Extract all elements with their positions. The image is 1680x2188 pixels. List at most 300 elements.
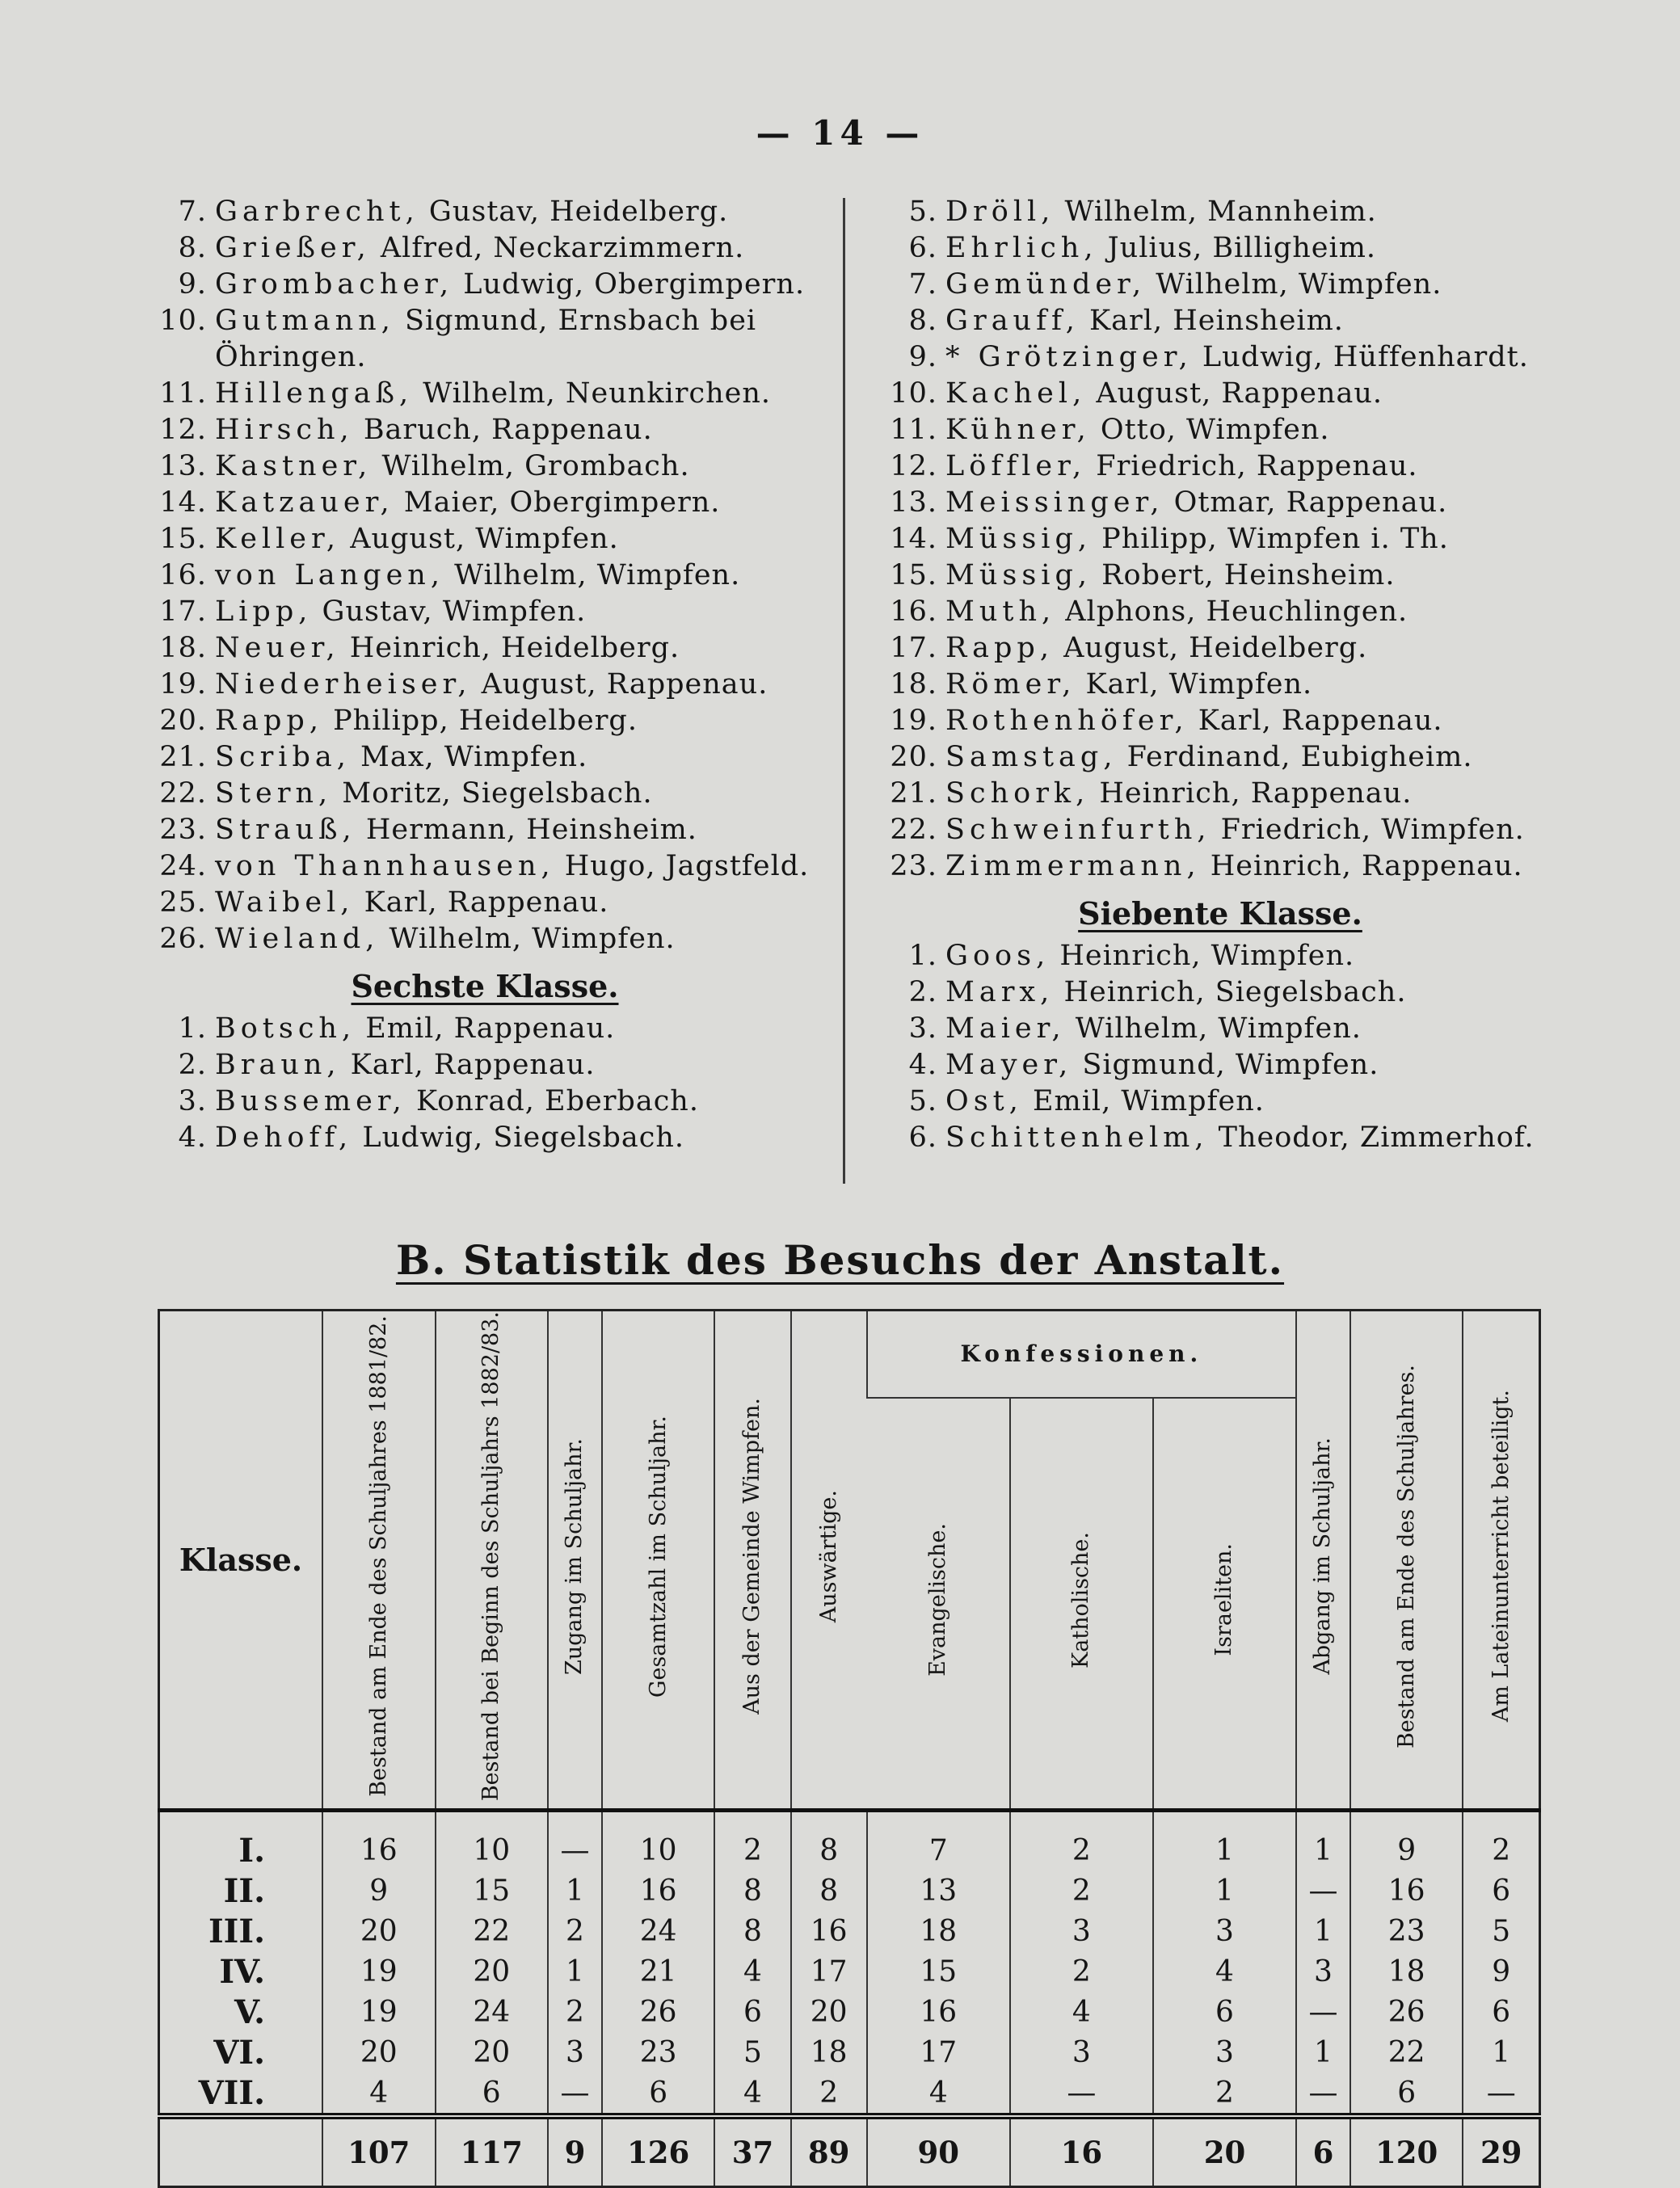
surname: Gutmann, <box>215 305 395 337</box>
surname: Grombacher, <box>215 268 454 301</box>
given-name-place: Heinrich, Wimpfen. <box>1059 940 1355 972</box>
list-item <box>889 1083 1552 1120</box>
list-item <box>145 230 824 267</box>
list-item <box>889 412 1552 448</box>
table-cell: 16 <box>791 1911 867 1951</box>
table-cell: 18 <box>867 1911 1010 1951</box>
surname: Goos, <box>945 940 1051 972</box>
header-aus-gemeinde: Aus der Gemeinde Wimpfen. <box>714 1311 790 1811</box>
given-name-place: Philipp, Wimpfen i. Th. <box>1101 523 1449 555</box>
table-cell: 3 <box>1296 1951 1350 1992</box>
surname: Garbrecht, <box>215 196 419 228</box>
list-item <box>889 630 1552 667</box>
given-name-place: Moritz, Siegelsbach. <box>342 777 653 810</box>
surname: von Thannhausen, <box>215 850 555 882</box>
given-name-place: Wilhelm, Wimpfen. <box>454 559 741 591</box>
item-number: 21. <box>890 777 937 810</box>
surname: Kachel, <box>945 377 1087 410</box>
item-number: 4. <box>908 1049 937 1081</box>
table-cell: 20 <box>322 2032 436 2072</box>
surname: Hillengaß, <box>215 377 414 410</box>
surname: Schork, <box>945 777 1090 810</box>
header-abgang: Abgang im Schuljahr. <box>1296 1311 1350 1811</box>
table-cell: 26 <box>602 1992 715 2032</box>
surname: Stern, <box>215 777 333 810</box>
header-latein: Am Lateinunterricht beteiligt. <box>1463 1311 1539 1811</box>
item-number: 8. <box>908 305 937 337</box>
surname: Mayer, <box>945 1049 1073 1081</box>
table-cell: 3 <box>1153 2032 1296 2072</box>
given-name-place: Wilhelm, Wimpfen. <box>1156 268 1442 301</box>
list-item <box>889 703 1552 739</box>
item-number: 25. <box>159 886 207 919</box>
table-cell: 1 <box>1296 1811 1350 1871</box>
total-cell: 6 <box>1296 2116 1350 2187</box>
surname: Samstag, <box>945 741 1118 773</box>
list-item <box>145 485 824 521</box>
given-name-place: Sigmund, Wimpfen. <box>1082 1049 1379 1081</box>
table-cell: 22 <box>436 1911 549 1951</box>
table-cell: 6 <box>714 1992 790 2032</box>
item-number: 11. <box>159 377 207 410</box>
item-number: 19. <box>159 668 207 701</box>
given-name-place: Hugo, Jagstfeld. <box>564 850 810 882</box>
class-label: I. <box>238 1831 265 1870</box>
item-number: 16. <box>890 595 937 628</box>
surname: Rothenhöfer, <box>945 705 1189 737</box>
table-cell: 1 <box>1463 2032 1539 2072</box>
surname: Marx, <box>945 976 1055 1008</box>
item-number: 13. <box>890 486 937 519</box>
class-label: V. <box>234 1992 265 2031</box>
item-number: 10. <box>159 305 207 337</box>
list-item <box>145 1047 824 1083</box>
surname: Kastner, <box>215 450 373 482</box>
table-cell: 6 <box>1350 2072 1463 2116</box>
list-item <box>145 194 824 230</box>
list-item <box>889 448 1552 485</box>
given-name-place: Gustav, Wimpfen. <box>322 595 587 628</box>
surname: Römer, <box>945 668 1076 701</box>
header-auswaertige: Auswärtige. <box>791 1311 867 1811</box>
list-item <box>889 812 1552 848</box>
given-name-place: Gustav, Heidelberg. <box>428 196 729 228</box>
table-cell: 8 <box>714 1911 790 1951</box>
item-number: 13. <box>159 450 207 482</box>
list-item <box>145 630 824 667</box>
table-cell: 20 <box>436 1951 549 1992</box>
item-number: 15. <box>890 559 937 591</box>
table-cell: — <box>1296 1992 1350 2032</box>
table-cell: 1 <box>1153 1811 1296 1871</box>
surname: Zimmermann, <box>945 850 1201 882</box>
item-number: 1. <box>908 940 937 972</box>
table-cell: 9 <box>322 1870 436 1911</box>
surname: Botsch, <box>215 1012 356 1045</box>
table-row <box>159 1992 1540 2032</box>
surname: Niederheiser, <box>215 668 472 701</box>
given-name-place: Heinrich, Rappenau. <box>1210 850 1523 882</box>
list-item <box>145 703 824 739</box>
item-number: 1. <box>178 1012 207 1045</box>
given-name-place: Wilhelm, Wimpfen. <box>1075 1012 1362 1045</box>
table-cell: 17 <box>867 2032 1010 2072</box>
table-cell: 6 <box>1153 1992 1296 2032</box>
class-label: II. <box>223 1871 265 1910</box>
item-number: 7. <box>178 196 207 228</box>
table-row <box>159 1870 1540 1911</box>
surname: Müssig, <box>945 523 1093 555</box>
table-cell: 16 <box>602 1870 715 1911</box>
header-gesamtzahl: Gesamtzahl im Schuljahr. <box>602 1311 715 1811</box>
given-name-place: Emil, Rappenau. <box>365 1012 616 1045</box>
list-item <box>145 376 824 412</box>
given-name-place: August, Wimpfen. <box>350 523 619 555</box>
list-item <box>889 267 1552 303</box>
table-cell: 20 <box>436 2032 549 2072</box>
list-item <box>889 194 1552 230</box>
table-cell: — <box>548 2072 602 2116</box>
item-number: 15. <box>159 523 207 555</box>
surname: Katzauer, <box>215 486 394 519</box>
given-name-place: Wilhelm, Wimpfen. <box>389 923 676 955</box>
table-row <box>159 2072 1540 2116</box>
given-name-place: Alfred, Neckarzimmern. <box>380 232 745 264</box>
total-cell <box>159 2116 323 2187</box>
surname: Hirsch, <box>215 414 354 446</box>
item-number: 22. <box>890 814 937 846</box>
table-cell: 2 <box>1463 1811 1539 1871</box>
table-cell: 23 <box>602 2032 715 2072</box>
total-cell: 9 <box>548 2116 602 2187</box>
list-item <box>145 812 824 848</box>
header-katholische: Katholische. <box>1010 1398 1153 1811</box>
surname: Gemünder, <box>945 268 1147 301</box>
list-item <box>889 1011 1552 1047</box>
given-name-place: Karl, Rappenau. <box>364 886 609 919</box>
student-list-left <box>145 194 824 1156</box>
given-name-place: Friedrich, Wimpfen. <box>1220 814 1525 846</box>
total-cell: 126 <box>602 2116 715 2187</box>
total-cell: 37 <box>714 2116 790 2187</box>
surname: von Langen, <box>215 559 444 591</box>
table-cell: 9 <box>1463 1951 1539 1992</box>
table-cell: 5 <box>714 2032 790 2072</box>
given-name-place: Theodor, Zimmerhof. <box>1218 1121 1535 1154</box>
given-name-place: August, Heidelberg. <box>1063 632 1368 664</box>
total-cell: 107 <box>322 2116 436 2187</box>
item-number: 17. <box>159 595 207 628</box>
list-item <box>889 1047 1552 1083</box>
item-number: 5. <box>908 196 937 228</box>
table-row <box>159 1811 1540 1871</box>
item-number: 23. <box>159 814 207 846</box>
table-cell: 20 <box>322 1911 436 1951</box>
list-item <box>889 848 1552 885</box>
table-cell: — <box>1463 2072 1539 2116</box>
table-cell: 20 <box>791 1992 867 2032</box>
total-cell: 117 <box>436 2116 549 2187</box>
list-item <box>889 776 1552 812</box>
given-name-place: Max, Wimpfen. <box>360 741 588 773</box>
table-cell: 2 <box>1010 1951 1153 1992</box>
given-name-place: Friedrich, Rappenau. <box>1096 450 1418 482</box>
surname: Lipp, <box>215 595 313 628</box>
surname: Bussemer, <box>215 1085 406 1117</box>
table-cell: 6 <box>436 2072 549 2116</box>
table-cell: 4 <box>1010 1992 1153 2032</box>
table-cell: 1 <box>1153 1870 1296 1911</box>
surname: Rapp, <box>945 632 1054 664</box>
given-name-place: Otmar, Rappenau. <box>1173 486 1448 519</box>
item-number: 7. <box>908 268 937 301</box>
table-cell: 3 <box>548 2032 602 2072</box>
table-cell: 16 <box>867 1992 1010 2032</box>
header-israeliten: Israeliten. <box>1153 1398 1296 1811</box>
item-number: 20. <box>159 705 207 737</box>
surname: Rapp, <box>215 705 323 737</box>
list-item <box>145 1083 824 1120</box>
list-item <box>889 230 1552 267</box>
table-cell: 1 <box>548 1870 602 1911</box>
surname: Schittenhelm, <box>945 1121 1209 1154</box>
list-item <box>889 938 1552 974</box>
item-number: 6. <box>908 1121 937 1154</box>
total-cell: 89 <box>791 2116 867 2187</box>
class-label: III. <box>208 1912 265 1950</box>
list-item <box>145 885 824 921</box>
table-cell: 9 <box>1350 1811 1463 1871</box>
given-name-place: Karl, Rappenau. <box>1198 705 1443 737</box>
list-item <box>889 739 1552 776</box>
given-name-place: Ludwig, Siegelsbach. <box>362 1121 685 1154</box>
item-number: 11. <box>890 414 937 446</box>
table-row <box>159 1951 1540 1992</box>
table-cell: 21 <box>602 1951 715 1992</box>
table-row <box>159 1911 1540 1951</box>
table-cell: 16 <box>1350 1870 1463 1911</box>
table-cell: 4 <box>714 2072 790 2116</box>
given-name-place: Julius, Billigheim. <box>1107 232 1377 264</box>
table-cell: 19 <box>322 1992 436 2032</box>
header-klasse: Klasse. <box>159 1311 323 1811</box>
class-heading-sechste: Sechste Klasse. <box>351 968 619 1004</box>
table-cell: 3 <box>1010 2032 1153 2072</box>
statistics-title-text: B. Statistik des Besuchs der Anstalt. <box>395 1236 1285 1284</box>
item-number: 18. <box>159 632 207 664</box>
list-item <box>145 521 824 558</box>
class-label: VII. <box>198 2073 265 2112</box>
item-number: 2. <box>178 1049 207 1081</box>
total-cell: 120 <box>1350 2116 1463 2187</box>
surname: Dröll, <box>945 196 1055 228</box>
item-number: 12. <box>890 450 937 482</box>
item-number: 3. <box>908 1012 937 1045</box>
surname: * Grötzinger, <box>945 341 1193 373</box>
given-name-place: Heinrich, Rappenau. <box>1099 777 1413 810</box>
item-number: 24. <box>159 850 207 882</box>
item-number: 14. <box>159 486 207 519</box>
table-cell: — <box>1296 2072 1350 2116</box>
table-row <box>159 2032 1540 2072</box>
item-number: 21. <box>159 741 207 773</box>
item-number: 5. <box>908 1085 937 1117</box>
list-item <box>145 1011 824 1047</box>
item-number: 8. <box>178 232 207 264</box>
table-cell: 26 <box>1350 1992 1463 2032</box>
table-cell: 6 <box>1463 1992 1539 2032</box>
total-cell: 20 <box>1153 2116 1296 2187</box>
surname: Scriba, <box>215 741 351 773</box>
table-cell: 13 <box>867 1870 1010 1911</box>
table-cell: 15 <box>867 1951 1010 1992</box>
given-name-place: Ludwig, Obergimpern. <box>463 268 806 301</box>
table-cell: 1 <box>548 1951 602 1992</box>
total-cell: 16 <box>1010 2116 1153 2187</box>
surname: Dehoff, <box>215 1121 353 1154</box>
given-name-place: Robert, Heinsheim. <box>1101 559 1396 591</box>
list-item <box>145 448 824 485</box>
given-name-place: August, Rappenau. <box>1096 377 1383 410</box>
surname: Neuer, <box>215 632 340 664</box>
item-number: 9. <box>178 268 207 301</box>
table-cell: 6 <box>1463 1870 1539 1911</box>
given-name-place: Hermann, Heinsheim. <box>365 814 697 846</box>
given-name-place: Heinrich, Siegelsbach. <box>1063 976 1407 1008</box>
surname: Meissinger, <box>945 486 1164 519</box>
given-name-place: Maier, Obergimpern. <box>403 486 721 519</box>
table-cell: 4 <box>322 2072 436 2116</box>
header-bestand-ende: Bestand am Ende des Schuljahres. <box>1350 1311 1463 1811</box>
given-name-place: Öhringen. <box>215 341 367 373</box>
table-cell: 10 <box>602 1811 715 1871</box>
surname: Kühner, <box>945 414 1091 446</box>
list-item <box>889 1120 1552 1156</box>
given-name-place: Baruch, Rappenau. <box>363 414 653 446</box>
student-list-right <box>889 194 1552 1156</box>
item-number: 20. <box>890 741 937 773</box>
item-number: 9. <box>908 341 937 373</box>
table-cell: 8 <box>791 1811 867 1871</box>
given-name-place: Konrad, Eberbach. <box>415 1085 699 1117</box>
table-cell: 16 <box>322 1811 436 1871</box>
list-item <box>889 303 1552 339</box>
class-label: IV. <box>219 1952 265 1991</box>
table-cell: 4 <box>714 1951 790 1992</box>
list-item <box>889 594 1552 630</box>
table-cell: 24 <box>436 1992 549 2032</box>
given-name-place: Philipp, Heidelberg. <box>333 705 638 737</box>
list-item <box>145 921 824 957</box>
given-name-place: Karl, Wimpfen. <box>1085 668 1313 701</box>
list-item <box>889 521 1552 558</box>
table-cell: 8 <box>791 1870 867 1911</box>
given-name-place: Karl, Rappenau. <box>350 1049 596 1081</box>
table-cell: 18 <box>1350 1951 1463 1992</box>
item-number: 6. <box>908 232 937 264</box>
table-cell: 8 <box>714 1870 790 1911</box>
header-konfessionen: Konfessionen. <box>867 1311 1296 1398</box>
list-item <box>145 339 824 376</box>
statistics-table <box>158 1309 1541 2188</box>
surname: Müssig, <box>945 559 1093 591</box>
table-cell: 1 <box>1296 2032 1350 2072</box>
item-number: 2. <box>908 976 937 1008</box>
table-cell: 7 <box>867 1811 1010 1871</box>
table-cell: 4 <box>867 2072 1010 2116</box>
item-number: 17. <box>890 632 937 664</box>
page-number: — 14 — <box>756 113 924 153</box>
list-item <box>889 339 1552 376</box>
table-cell: — <box>1296 1870 1350 1911</box>
table-cell: 22 <box>1350 2032 1463 2072</box>
given-name-place: Emil, Wimpfen. <box>1033 1085 1265 1117</box>
surname: Braun, <box>215 1049 341 1081</box>
surname: Wieland, <box>215 923 380 955</box>
table-cell: 2 <box>791 2072 867 2116</box>
surname: Schweinfurth, <box>945 814 1211 846</box>
list-item <box>145 667 824 703</box>
surname: Maier, <box>945 1012 1066 1045</box>
table-cell: 2 <box>548 1911 602 1951</box>
table-cell: 23 <box>1350 1911 1463 1951</box>
class-label: VI. <box>213 2033 265 2072</box>
table-cell: 19 <box>322 1951 436 1992</box>
table-cell: 2 <box>1010 1811 1153 1871</box>
table-cell: 3 <box>1010 1911 1153 1951</box>
table-cell: 1 <box>1296 1911 1350 1951</box>
surname: Muth, <box>945 595 1056 628</box>
table-cell: — <box>1010 2072 1153 2116</box>
given-name-place: Sigmund, Ernsbach bei <box>404 305 757 337</box>
table-cell: 5 <box>1463 1911 1539 1951</box>
given-name-place: Heinrich, Heidelberg. <box>349 632 680 664</box>
table-cell: 17 <box>791 1951 867 1992</box>
item-number: 23. <box>890 850 937 882</box>
header-bestand-ende-prev: Bestand am Ende des Schuljahres 1881/82. <box>322 1311 436 1811</box>
surname: Keller, <box>215 523 341 555</box>
given-name-place: Otto, Wimpfen. <box>1100 414 1330 446</box>
table-cell: 2 <box>714 1811 790 1871</box>
list-item <box>145 848 824 885</box>
item-number: 14. <box>890 523 937 555</box>
given-name-place: August, Rappenau. <box>481 668 768 701</box>
surname: Ehrlich, <box>945 232 1098 264</box>
table-cell: 15 <box>436 1870 549 1911</box>
table-cell: — <box>548 1811 602 1871</box>
list-item <box>145 739 824 776</box>
surname: Waibel, <box>215 886 355 919</box>
totals-row <box>159 2116 1540 2187</box>
column-divider <box>843 198 845 1184</box>
table-cell: 3 <box>1153 1911 1296 1951</box>
table-cell: 2 <box>1153 2072 1296 2116</box>
item-number: 26. <box>159 923 207 955</box>
item-number: 19. <box>890 705 937 737</box>
item-number: 22. <box>159 777 207 810</box>
surname: Grauff, <box>945 305 1080 337</box>
list-item <box>145 303 824 339</box>
surname: Strauß, <box>215 814 356 846</box>
list-item <box>145 558 824 594</box>
item-number: 18. <box>890 668 937 701</box>
header-bestand-beginn: Bestand bei Beginn des Schuljahrs 1882/83. <box>436 1311 549 1811</box>
item-number: 10. <box>890 377 937 410</box>
table-cell: 24 <box>602 1911 715 1951</box>
statistics-title <box>0 1236 1680 1284</box>
item-number: 4. <box>178 1121 207 1154</box>
total-cell: 90 <box>867 2116 1010 2187</box>
